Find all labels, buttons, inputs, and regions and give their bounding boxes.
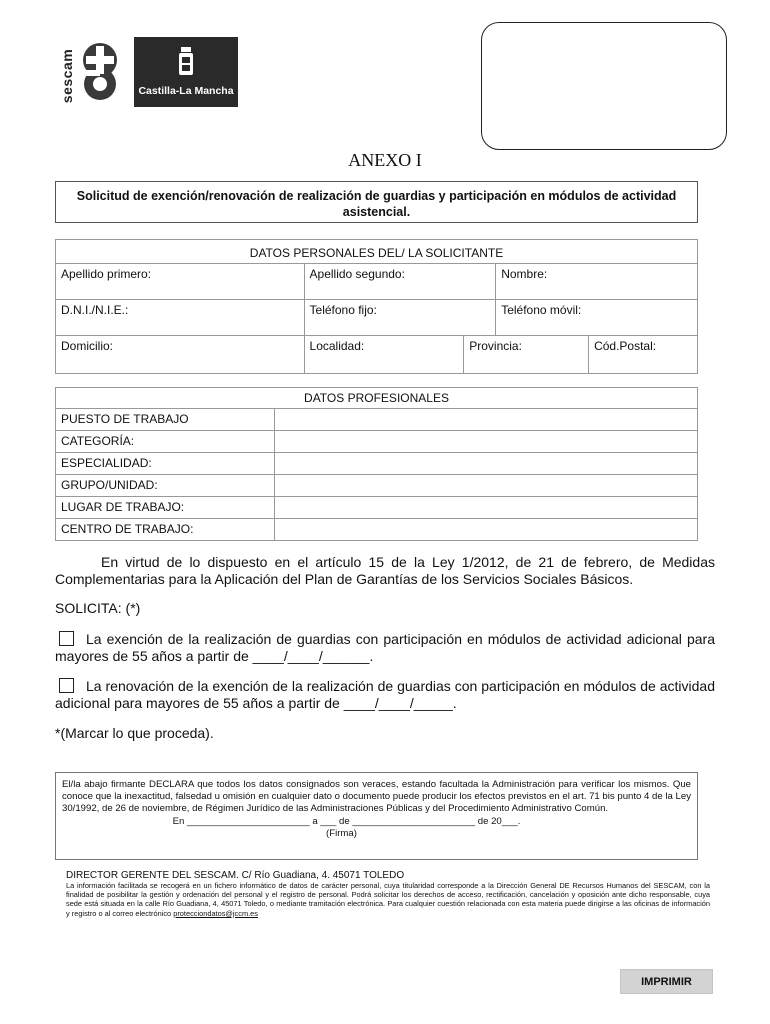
photo-box bbox=[481, 22, 727, 150]
telefono-movil-field[interactable]: Teléfono móvil: bbox=[496, 300, 698, 336]
declaration-box bbox=[55, 772, 698, 860]
apellido-primero-field[interactable]: Apellido primero: bbox=[56, 264, 305, 300]
professional-data-header: DATOS PROFESIONALES bbox=[56, 388, 698, 409]
castilla-la-mancha-logo: Castilla-La Mancha bbox=[134, 37, 238, 107]
sescam-wordmark: sescam bbox=[59, 48, 76, 104]
signature-date-line: En _______________________ a ___ de _______________________ de 20___. bbox=[172, 816, 521, 827]
apellido-segundo-field[interactable]: Apellido segundo: bbox=[304, 264, 496, 300]
categoria-label: CATEGORÍA: bbox=[56, 431, 275, 453]
categoria-field[interactable] bbox=[274, 431, 697, 453]
print-button[interactable]: IMPRIMIR bbox=[620, 969, 713, 994]
email-link[interactable]: protecciondatos@jccm.es bbox=[173, 908, 258, 918]
professional-data-table bbox=[55, 387, 698, 541]
puesto-label: PUESTO DE TRABAJO bbox=[56, 409, 275, 431]
especialidad-field[interactable] bbox=[274, 453, 697, 475]
marcar-note: *(Marcar lo que proceda). bbox=[55, 725, 214, 741]
grupo-field[interactable] bbox=[274, 475, 697, 497]
puesto-field[interactable] bbox=[274, 409, 697, 431]
option-renovacion: La renovación de la exención de la realización de guardias con participación en módulos de actividad adicional para mayores de 55 años a partir de ____/____/_____. bbox=[55, 678, 715, 711]
page-title: ANEXO I bbox=[348, 150, 422, 170]
renovacion-checkbox[interactable] bbox=[59, 678, 74, 693]
grupo-label: GRUPO/UNIDAD: bbox=[56, 475, 275, 497]
domicilio-field[interactable]: Domicilio: bbox=[56, 336, 305, 374]
declaration-text: El/la abajo firmante DECLARA que todos los datos consignados son veraces, estando facultada la Administración para verificar los mismos. Que conoce que la inexactitud, falsedad u omisión en cualquier dato o documento puede producir los efectos previstos en el art. 71 bis punto 4 de la Ley 30/1992, de 26 de noviembre, de Régimen Jurídico de las Administraciones Públicas y del Procedimiento Administrativo Común. bbox=[62, 779, 691, 814]
lugar-field[interactable] bbox=[274, 497, 697, 519]
centro-field[interactable] bbox=[274, 519, 697, 541]
exencion-checkbox[interactable] bbox=[59, 631, 74, 646]
data-protection-note: La información facilitada se recogerá en un fichero informático de datos de carácter personal, cuya titularidad corresponde a la Dirección General DE Recursos Humanos del SESCAM, con la finalidad de posibilitar la gestión y ordenación del personal y el registro de personal. Podrá solicitar los derechos de acceso, rectificación, cancelación y oposición ante dicho responsable, cuya sede está situada en la calle Río Guadiana, 4, 45071 Toledo, o mediante tramitación electrónica. Para cualquier cuestión relacionada con esta materia puede dirigirse a las oficinas de información y registro o al correo electrónico protecciondatos@jccm.es bbox=[66, 881, 710, 918]
provincia-field[interactable]: Provincia: bbox=[464, 336, 589, 374]
legal-basis-paragraph: En virtud de lo dispuesto en el artículo 15 de la Ley 1/2012, de 21 de febrero, de Medidas Complementarias para la Aplicación del Plan de Garantías de los Servicios Sociales Básicos. bbox=[55, 554, 715, 587]
option-exencion: La exención de la realización de guardias con participación en módulos de actividad adicional para mayores de 55 años a partir de ____/____/______. bbox=[55, 631, 715, 664]
telefono-fijo-field[interactable]: Teléfono fijo: bbox=[304, 300, 496, 336]
nombre-field[interactable]: Nombre: bbox=[496, 264, 698, 300]
localidad-field[interactable]: Localidad: bbox=[304, 336, 464, 374]
centro-label: CENTRO DE TRABAJO: bbox=[56, 519, 275, 541]
especialidad-label: ESPECIALIDAD: bbox=[56, 453, 275, 475]
director-address: DIRECTOR GERENTE DEL SESCAM. C/ Río Guadiana, 4. 45071 TOLEDO bbox=[66, 870, 405, 881]
lugar-label: LUGAR DE TRABAJO: bbox=[56, 497, 275, 519]
coat-of-arms-icon bbox=[134, 37, 238, 89]
sescam-logo-icon bbox=[62, 40, 122, 102]
solicita-label: SOLICITA: (*) bbox=[55, 600, 141, 616]
personal-data-header: DATOS PERSONALES DEL/ LA SOLICITANTE bbox=[56, 240, 698, 264]
personal-data-table bbox=[55, 239, 698, 374]
signature-label: (Firma) bbox=[326, 828, 357, 839]
codigo-postal-field[interactable]: Cód.Postal: bbox=[589, 336, 698, 374]
dni-field[interactable]: D.N.I./N.I.E.: bbox=[56, 300, 305, 336]
form-title: Solicitud de exención/renovación de realización de guardias y participación en módulos de actividad asistencial. bbox=[55, 181, 698, 223]
